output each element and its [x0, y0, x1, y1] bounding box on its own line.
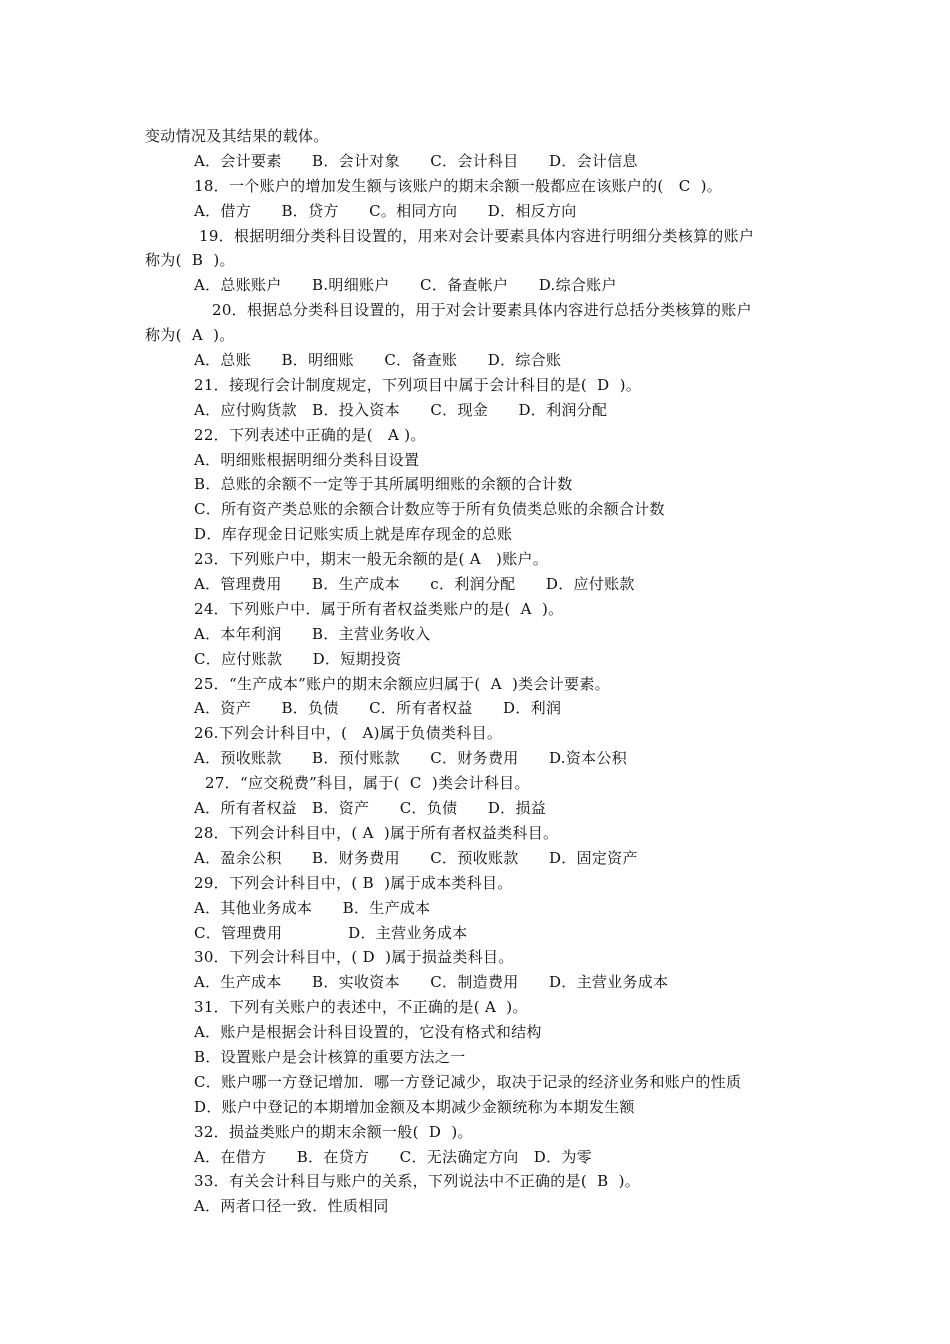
text-line: A．盈余公积 B．财务费用 C．预收账款 D．固定资产: [194, 848, 638, 867]
text-line: A．两者口径一致．性质相同: [194, 1197, 389, 1216]
text-line: 称为( A )。: [145, 326, 235, 345]
text-line: C．管理费用 D．主营业务成本: [194, 923, 468, 942]
text-line: A．资产 B．负债 C．所有者权益 D．利润: [194, 699, 562, 718]
text-line: A．所有者权益 B．资产 C．负债 D．损益: [194, 799, 547, 818]
text-line: A．生产成本 B．实收资本 C．制造费用 D．主营业务成本: [194, 973, 669, 992]
text-line: A．其他业务成本 B．生产成本: [194, 898, 431, 917]
text-line: C．应付账款 D．短期投资: [194, 649, 402, 668]
text-line: 31．下列有关账户的表述中，不正确的是( A )。: [194, 998, 528, 1017]
text-line: C．账户哪一方登记增加．哪一方登记减少，取决于记录的经济业务和账户的性质: [194, 1072, 742, 1091]
text-line: B．总账的余额不一定等于其所属明细账的余额的合计数: [194, 475, 573, 494]
text-line: B．设置账户是会计核算的重要方法之一: [194, 1047, 466, 1066]
text-line: 29．下列会计科目中，( B )属于成本类科目。: [194, 873, 513, 892]
text-line: D．库存现金日记账实质上就是库存现金的总账: [194, 525, 513, 544]
text-line: 19．根据明细分类科目设置的，用来对会计要素具体内容进行明细分类核算的账户: [199, 226, 755, 245]
text-line: A．在借方 B．在贷方 C．无法确定方向 D．为零: [194, 1147, 592, 1166]
document-page: [0, 124, 950, 1219]
text-line: 25．“生产成本”账户的期末余额应归属于( A )类会计要素。: [194, 674, 610, 693]
text-line: 18．一个账户的增加发生额与该账户的期末余额一般都应在该账户的( C )。: [194, 176, 723, 195]
text-line: A．本年利润 B．主营业务收入: [194, 624, 431, 643]
text-line: 33．有关会计科目与账户的关系，下列说法中不正确的是( B )。: [194, 1172, 641, 1191]
text-line: A．总账 B．明细账 C．备查账 D．综合账: [194, 351, 562, 370]
text-line: 变动情况及其结果的载体。: [145, 127, 329, 145]
text-line: A．账户是根据会计科目设置的，它没有格式和结构: [194, 1023, 542, 1042]
text-line: 28．下列会计科目中，( A )属于所有者权益类科目。: [194, 823, 559, 842]
text-line: 22．下列表述中正确的是( A )。: [194, 425, 426, 444]
text-line: A．管理费用 B．生产成本 c．利润分配 D．应付账款: [194, 575, 635, 594]
text-line: D．账户中登记的本期增加金额及本期减少金额统称为本期发生额: [194, 1097, 635, 1116]
text-line: 26.下列会计科目中，( A)属于负债类科目。: [194, 724, 503, 743]
text-line: C．所有资产类总账的余额合计数应等于所有负债类总账的余额合计数: [194, 500, 665, 519]
text-line: A．预收账款 B．预付账款 C．财务费用 D.资本公积: [194, 749, 628, 768]
text-line: A．借方 B．贷方 C。相同方向 D．相反方向: [194, 201, 577, 220]
text-line: 32．损益类账户的期末余额一般( D )。: [194, 1122, 473, 1141]
text-line: A．会计要素 B．会计对象 C．会计科目 D．会计信息: [194, 151, 638, 170]
text-line: A．应付购货款 B．投入资本 C．现金 D．利润分配: [194, 400, 608, 419]
text-line: A．总账账户 B.明细账户 C．备查帐户 D.综合账户: [194, 276, 617, 295]
text-line: A．明细账根据明细分类科目设置: [194, 450, 420, 469]
text-line: 27．“应交税费”科目，属于( C )类会计科目。: [205, 774, 530, 793]
text-line: 23．下列账户中，期末一般无余额的是( A )账户。: [194, 550, 549, 569]
text-line: 称为( B )。: [145, 251, 235, 270]
text-line: 21．接现行会计制度规定，下列项目中属于会计科目的是( D )。: [194, 375, 642, 394]
text-line: 20．根据总分类科目设置的，用于对会计要素具体内容进行总括分类核算的账户: [212, 301, 752, 320]
text-line: 30．下列会计科目中，( D )属于损益类科目。: [194, 948, 514, 967]
text-line: 24．下列账户中．属于所有者权益类账户的是( A )。: [194, 599, 564, 618]
